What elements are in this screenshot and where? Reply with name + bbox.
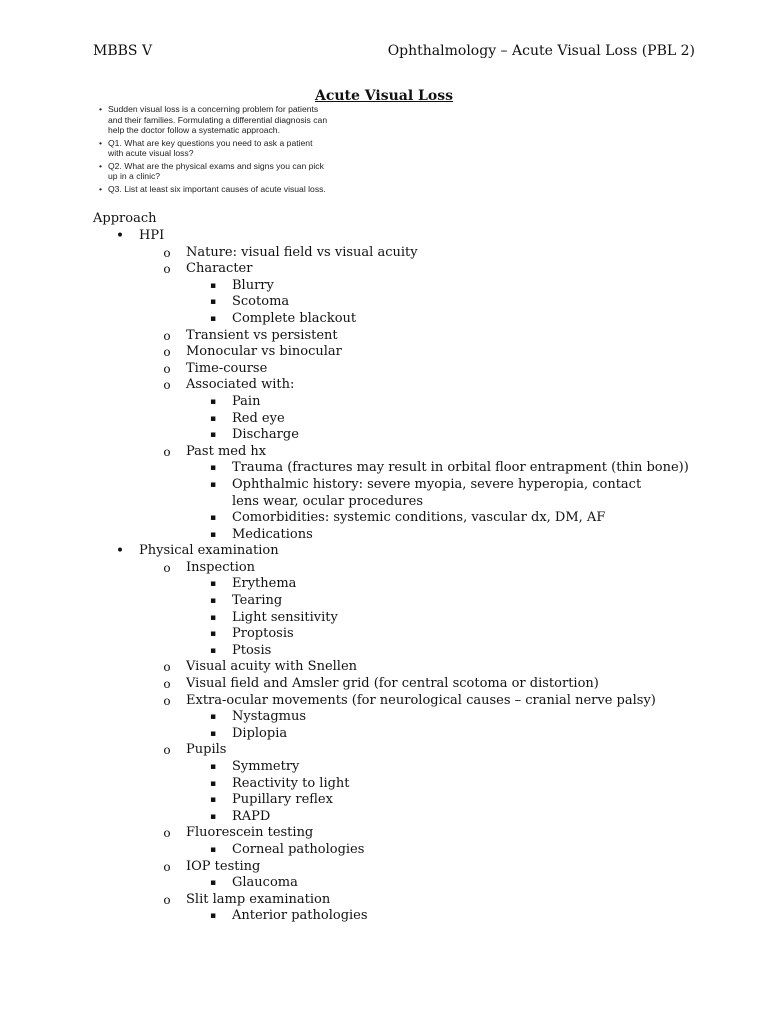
outline-item-text: Time-course	[186, 360, 268, 376]
outline-marker: o	[163, 444, 171, 459]
header-left: MBBS V	[93, 43, 153, 59]
outline-marker: ▪	[209, 396, 217, 407]
slide-bullet: • Q2. What are the physical exams and signs you can pick up in a clinic?	[98, 161, 328, 182]
outline-item-text: Slit lamp examination	[186, 891, 331, 907]
outline-marker: o	[163, 245, 171, 260]
outline-item-level-3	[0, 626, 768, 643]
outline-item-level-3	[0, 593, 768, 610]
outline-item-text: RAPD	[232, 808, 271, 824]
outline-item-text: Blurry	[232, 277, 274, 293]
outline-marker: ▪	[209, 529, 217, 540]
outline-item-level-3	[0, 776, 768, 793]
outline-marker: ▪	[209, 878, 217, 889]
outline-item-text: Scotoma	[232, 294, 290, 310]
embedded-slide-image	[98, 104, 328, 196]
outline-item-text: Anterior pathologies	[232, 908, 368, 924]
outline-item-level-2	[0, 245, 768, 262]
outline-marker: ▪	[209, 762, 217, 772]
outline-item-level-1	[0, 543, 768, 560]
outline-item-level-2	[0, 742, 768, 759]
outline-item-level-2	[0, 444, 768, 461]
outline-marker: o	[163, 859, 171, 874]
outline-item-level-2	[0, 361, 768, 378]
outline-item-text: Symmetry	[232, 759, 300, 774]
slide-bullet: • Sudden visual loss is a concerning problem for patients and their families. Formulating a differential diagnosis can help the doctor follow a systematic approach.	[98, 104, 328, 136]
outline-item-level-3	[0, 908, 768, 925]
outline-marker: o	[163, 892, 171, 907]
outline-item-text: Pain	[232, 393, 261, 409]
outline-item-level-3	[0, 726, 768, 743]
outline-item-level-3	[0, 460, 768, 477]
slide-bullet-list	[98, 104, 328, 194]
outline-item-text: Transient vs persistent	[186, 327, 338, 343]
outline-marker: •	[115, 228, 125, 244]
outline-item-level-2	[0, 693, 768, 710]
outline-item-text: Inspection	[186, 559, 256, 575]
outline-marker: ▪	[209, 413, 217, 424]
outline-item-text: Diplopia	[232, 725, 288, 741]
outline-item-level-3	[0, 477, 768, 510]
outline-marker: ▪	[209, 430, 217, 441]
outline-item-text: Pupillary reflex	[232, 792, 333, 808]
outline-marker: ▪	[209, 579, 217, 590]
outline-item-text: Ptosis	[232, 642, 272, 658]
outline-item-text: Character	[186, 261, 253, 277]
outline-item-text: Glaucoma	[232, 875, 298, 891]
outline-item-text: Proptosis	[232, 626, 294, 642]
outline-marker: o	[163, 328, 171, 343]
slide-bullet: • Q1. What are key questions you need to ask a patient with acute visual loss?	[98, 138, 328, 159]
page-title: Acute Visual Loss	[314, 88, 454, 104]
outline-item-text: Corneal pathologies	[232, 841, 365, 857]
outline-item-level-3	[0, 576, 768, 593]
outline-item-level-3	[0, 610, 768, 627]
outline-item-text: Medications	[232, 526, 313, 542]
outline-marker: •	[115, 543, 125, 560]
outline-item-level-2	[0, 328, 768, 345]
outline-item-text: Complete blackout	[232, 310, 357, 326]
outline-marker: ▪	[209, 712, 217, 723]
outline-item-text: Past med hx	[186, 443, 267, 459]
outline-marker: ▪	[209, 463, 217, 474]
outline-marker: ▪	[209, 811, 217, 822]
outline-item-text: Nystagmus	[232, 709, 307, 725]
outline-item-level-3	[0, 294, 768, 311]
header-right: Ophthalmology – Acute Visual Loss (PBL 2)	[387, 43, 695, 59]
outline-item-level-2	[0, 344, 768, 361]
outline-marker: ▪	[209, 645, 217, 656]
outline-item-text: Red eye	[232, 410, 285, 426]
outline-item-level-3	[0, 311, 768, 328]
outline-item-text: Fluorescein testing	[186, 825, 314, 841]
outline-marker: o	[163, 660, 171, 675]
outline-marker: o	[163, 361, 171, 376]
outline-item-level-2	[0, 676, 768, 693]
slide-bullet: • Q3. List at least six important causes of acute visual loss.	[98, 184, 328, 195]
outline-marker: ▪	[209, 728, 217, 739]
outline-marker: ▪	[209, 844, 217, 855]
outline-item-text: Tearing	[232, 593, 283, 609]
outline-item-text: Ophthalmic history: severe myopia, severe hyperopia, contact lens wear, ocular procedures	[232, 476, 642, 509]
outline-marker: o	[163, 677, 171, 692]
outline-item-level-3	[0, 427, 768, 444]
outline-item-text: Visual acuity with Snellen	[186, 659, 358, 675]
outline-item-level-2	[0, 377, 768, 394]
outline-item-text: Discharge	[232, 427, 299, 443]
outline-item-text: HPI	[139, 228, 165, 243]
outline-item-text: Visual field and Amsler grid (for central scotoma or distortion)	[186, 676, 599, 692]
outline-item-level-3	[0, 527, 768, 544]
outline-marker: o	[163, 560, 171, 575]
outline-item-text: Comorbidities: systemic conditions, vascular dx, DM, AF	[232, 510, 606, 526]
outline-item-text: Light sensitivity	[232, 609, 338, 625]
outline-item-text: Trauma (fractures may result in orbital floor entrapment (thin bone))	[232, 460, 689, 476]
outline-marker: ▪	[209, 629, 217, 640]
outline-item-level-1	[0, 228, 768, 245]
outline-item-text: Pupils	[186, 742, 227, 758]
outline-item-level-3	[0, 510, 768, 527]
outline-item-level-3	[0, 875, 768, 892]
outline-marker: o	[163, 345, 171, 360]
outline-marker: ▪	[209, 280, 217, 291]
outline-item-level-3	[0, 394, 768, 411]
outline-marker: ▪	[209, 778, 217, 789]
outline-item-level-3	[0, 643, 768, 660]
outline-marker: ▪	[209, 911, 217, 922]
outline-item-level-2	[0, 261, 768, 278]
outline-marker: ▪	[209, 297, 217, 308]
outline-marker: ▪	[209, 795, 217, 806]
outline-item-text: Physical examination	[139, 543, 279, 559]
outline-marker: o	[163, 378, 171, 393]
outline-item-text: Reactivity to light	[232, 775, 350, 791]
outline-marker: ▪	[209, 313, 217, 324]
outline-marker: ▪	[209, 513, 217, 524]
outline-marker: ▪	[209, 479, 217, 490]
outline-item-text: Associated with:	[186, 377, 295, 393]
outline-marker: o	[163, 693, 171, 708]
outline-item-level-2	[0, 825, 768, 842]
outline-list	[0, 228, 768, 925]
outline-item-level-3	[0, 842, 768, 859]
approach-heading: Approach	[93, 211, 157, 226]
outline-item-level-3	[0, 278, 768, 295]
outline-item-level-2	[0, 859, 768, 876]
outline-item-level-3	[0, 709, 768, 726]
outline-item-level-3	[0, 792, 768, 809]
outline-item-text: Monocular vs binocular	[186, 344, 342, 360]
outline-item-level-2	[0, 560, 768, 577]
outline-item-level-2	[0, 892, 768, 909]
outline-item-level-3	[0, 411, 768, 428]
outline-marker: o	[163, 826, 171, 841]
outline-marker: o	[163, 743, 171, 758]
outline-item-level-2	[0, 659, 768, 676]
outline-item-level-3	[0, 759, 768, 776]
outline-marker: o	[163, 262, 171, 277]
outline-marker: ▪	[209, 596, 217, 607]
outline-item-text: Erythema	[232, 576, 297, 592]
outline-marker: ▪	[209, 612, 217, 623]
outline-item-text: Nature: visual field vs visual acuity	[186, 244, 418, 260]
outline-item-level-3	[0, 809, 768, 826]
outline-item-text: IOP testing	[186, 858, 261, 874]
outline-item-text: Extra-ocular movements (for neurological causes – cranial nerve palsy)	[186, 692, 656, 708]
